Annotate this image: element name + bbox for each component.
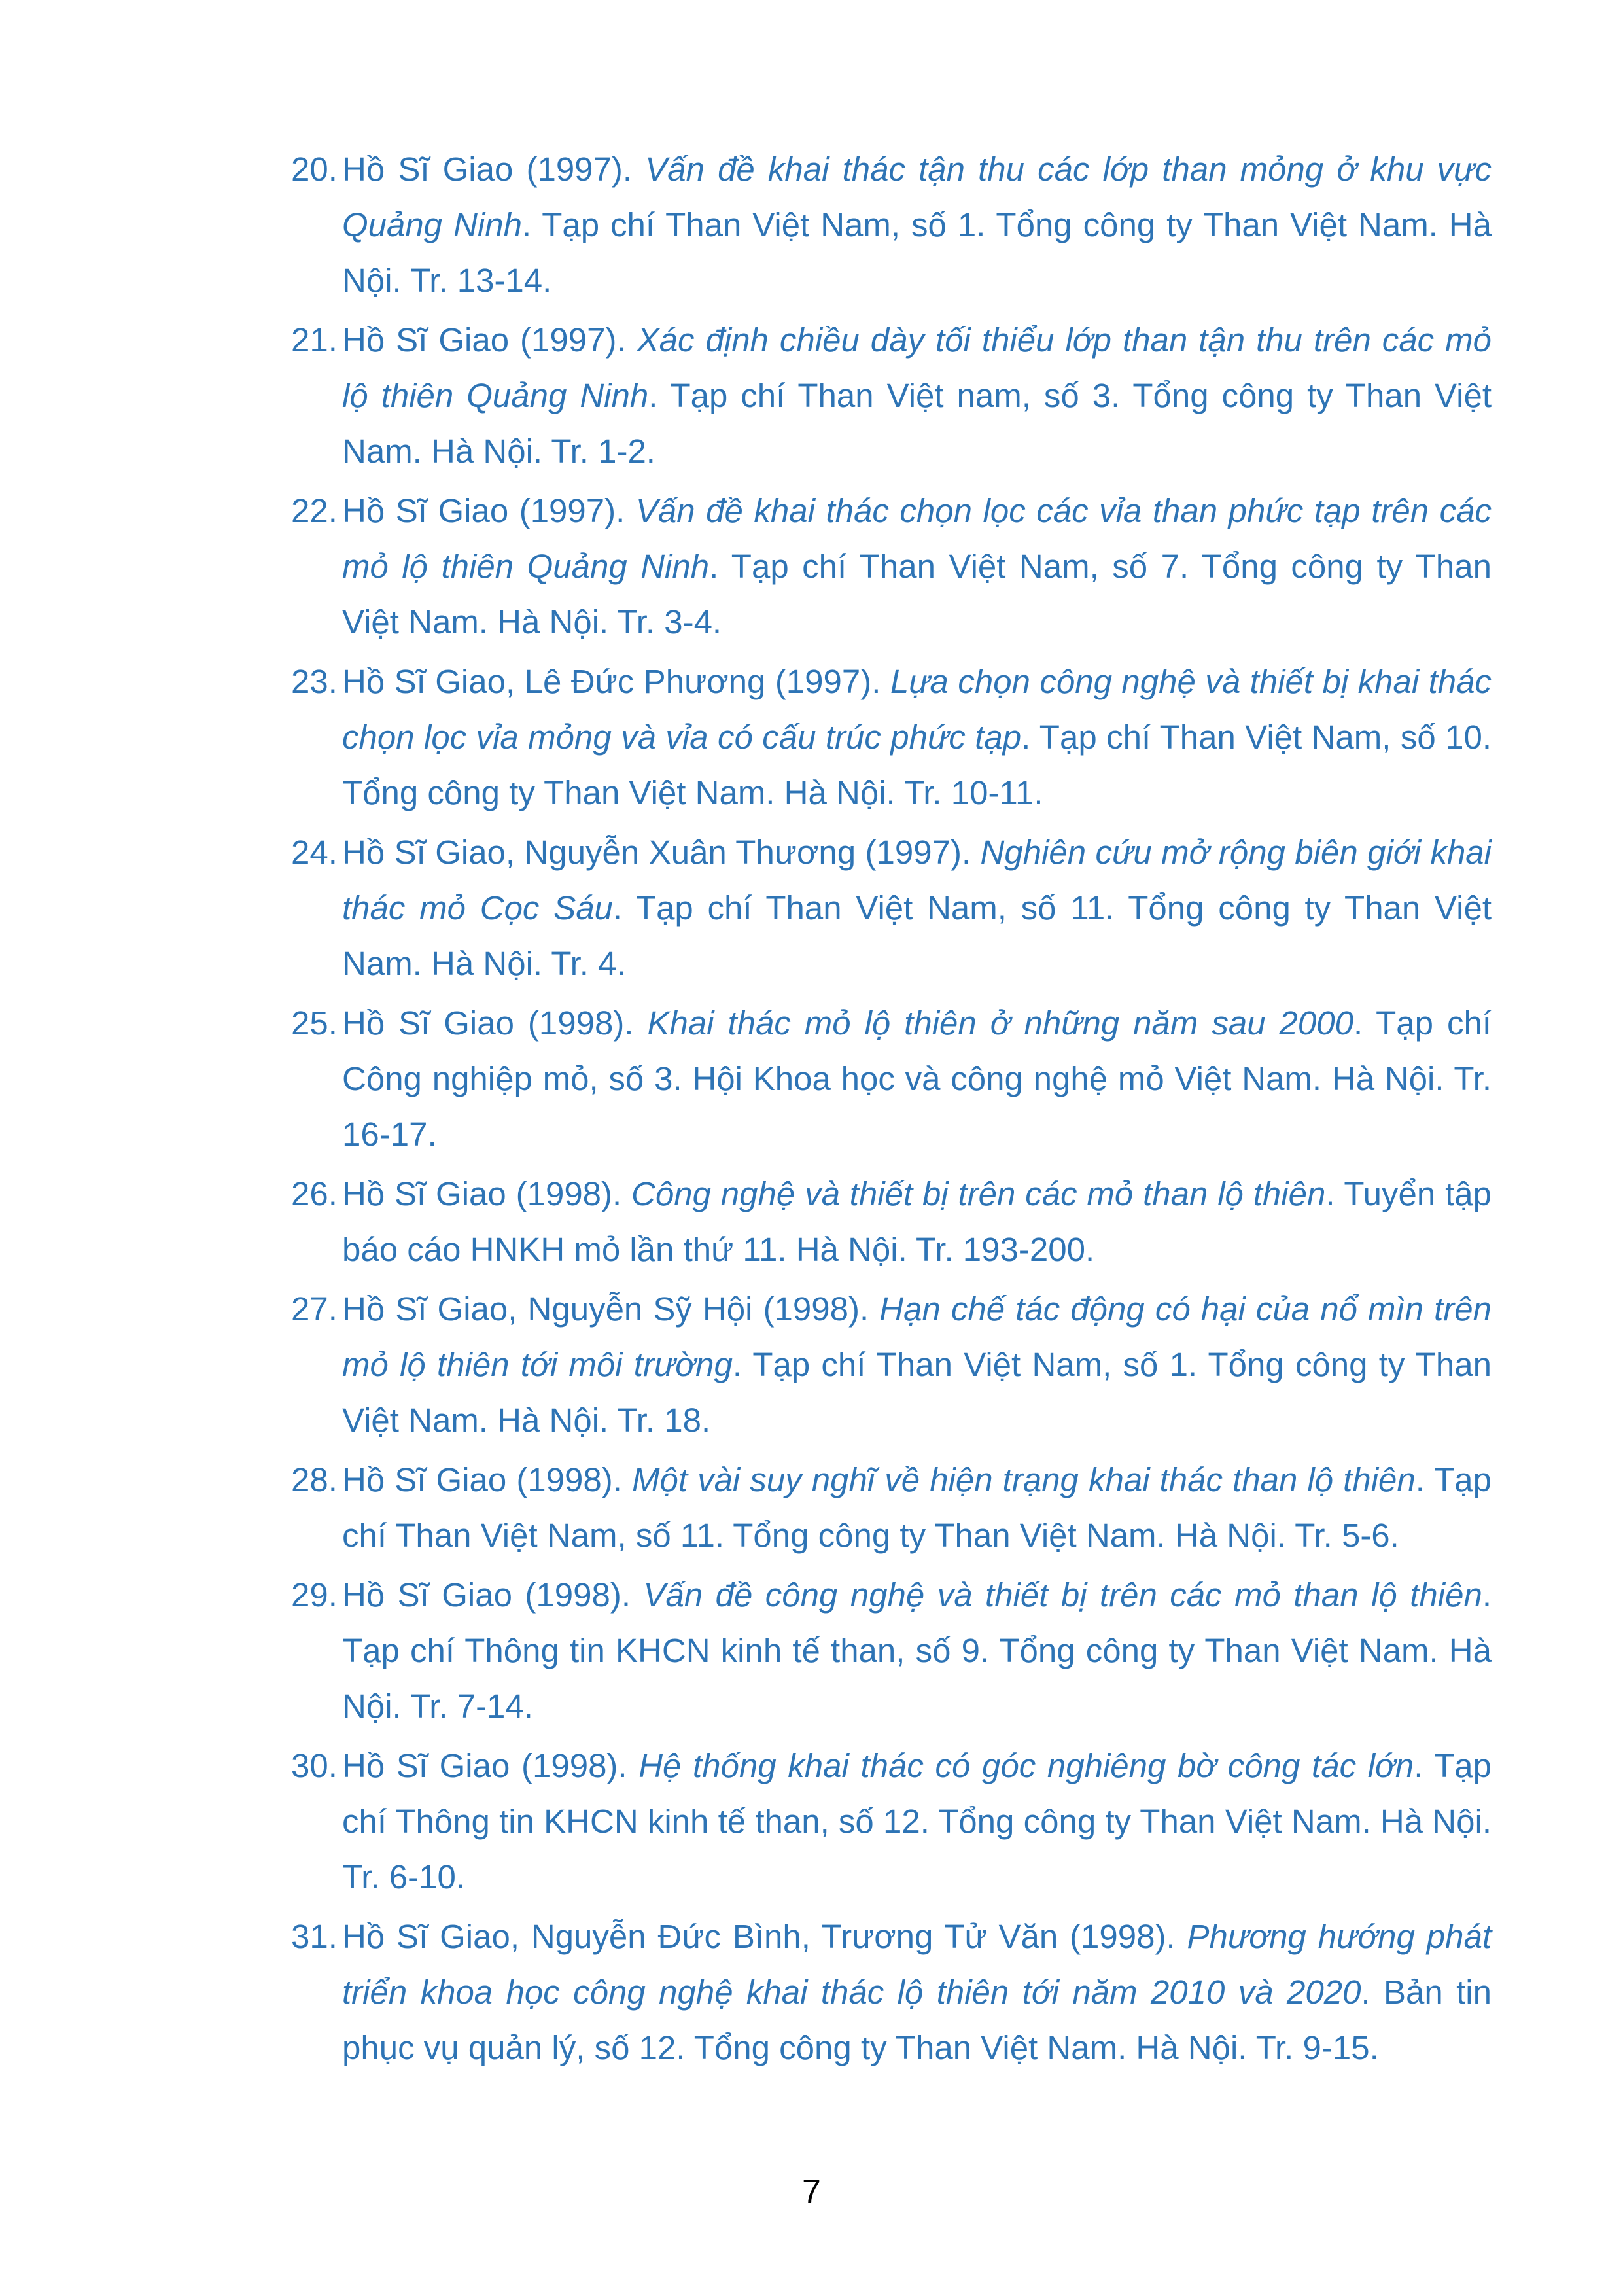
reference-authors-year: Hồ Sĩ Giao, Nguyễn Sỹ Hội (1998). bbox=[342, 1290, 880, 1328]
reference-list bbox=[291, 141, 1492, 2079]
reference-item bbox=[291, 312, 1492, 479]
reference-source: . Tạp chí Than Việt Nam, số 11. Tổng công ty Than Việt Nam. Hà Nội. Tr. 4. bbox=[342, 889, 1492, 982]
reference-authors-year: Hồ Sĩ Giao (1997). bbox=[342, 492, 636, 529]
reference-number: 27. bbox=[291, 1290, 338, 1328]
reference-item bbox=[291, 654, 1492, 821]
reference-title: Phương hướng phát triển khoa học công nghệ khai thác lộ thiên tới năm 2010 và 2020 bbox=[342, 1918, 1492, 2011]
reference-title: Vấn đề công nghệ và thiết bị trên các mỏ than lộ thiên bbox=[643, 1576, 1482, 1614]
reference-source: . Tạp chí Than Việt Nam, số 11. Tổng công ty Than Việt Nam. Hà Nội. Tr. 5-6. bbox=[342, 1461, 1492, 1554]
reference-number: 30. bbox=[291, 1747, 338, 1784]
reference-item bbox=[291, 1281, 1492, 1448]
reference-item bbox=[291, 1567, 1492, 1734]
reference-source: . Tạp chí Công nghiệp mỏ, số 3. Hội Khoa học và công nghệ mỏ Việt Nam. Hà Nội. Tr. 16-17. bbox=[342, 1004, 1492, 1153]
reference-number: 31. bbox=[291, 1918, 338, 1955]
reference-item bbox=[291, 1452, 1492, 1563]
reference-number: 25. bbox=[291, 1004, 338, 1042]
reference-item bbox=[291, 995, 1492, 1162]
reference-source: . Bản tin phục vụ quản lý, số 12. Tổng công ty Than Việt Nam. Hà Nội. Tr. 9-15. bbox=[342, 1973, 1492, 2066]
reference-authors-year: Hồ Sĩ Giao (1998). bbox=[342, 1461, 632, 1498]
reference-title: Hạn chế tác động có hại của nổ mìn trên mỏ lộ thiên tới môi trường bbox=[342, 1290, 1492, 1383]
reference-item bbox=[291, 141, 1492, 308]
page-number: 7 bbox=[802, 2173, 821, 2211]
reference-authors-year: Hồ Sĩ Giao, Nguyễn Đức Bình, Trương Tử Văn (1998). bbox=[342, 1918, 1187, 1955]
reference-title: Xác định chiều dày tối thiểu lớp than tận thu trên các mỏ lộ thiên Quảng Ninh bbox=[342, 321, 1492, 414]
reference-title: Một vài suy nghĩ về hiện trạng khai thác than lộ thiên bbox=[631, 1461, 1416, 1498]
reference-title: Nghiên cứu mở rộng biên giới khai thác mỏ Cọc Sáu bbox=[342, 834, 1492, 927]
reference-authors-year: Hồ Sĩ Giao (1998). bbox=[342, 1576, 644, 1614]
reference-source: . Tạp chí Than Việt Nam, số 1. Tổng công ty Than Việt Nam. Hà Nội. Tr. 13-14. bbox=[342, 206, 1492, 299]
reference-title: Vấn đề khai thác tận thu các lớp than mỏng ở khu vực Quảng Ninh bbox=[342, 150, 1492, 243]
reference-item bbox=[291, 1909, 1492, 2075]
reference-item bbox=[291, 483, 1492, 650]
reference-number: 28. bbox=[291, 1461, 338, 1498]
reference-title: Lựa chọn công nghệ và thiết bị khai thác chọn lọc vỉa mỏng và vỉa có cấu trúc phức tạp bbox=[342, 663, 1492, 756]
reference-number: 24. bbox=[291, 834, 338, 871]
reference-item bbox=[291, 1738, 1492, 1905]
reference-number: 21. bbox=[291, 321, 338, 359]
reference-title: Hệ thống khai thác có góc nghiêng bờ công tác lớn bbox=[638, 1747, 1414, 1784]
reference-source: . Tạp chí Than Việt Nam, số 10. Tổng công ty Than Việt Nam. Hà Nội. Tr. 10-11. bbox=[342, 718, 1492, 811]
reference-authors-year: Hồ Sĩ Giao, Nguyễn Xuân Thương (1997). bbox=[342, 834, 981, 871]
reference-authors-year: Hồ Sĩ Giao, Lê Đức Phương (1997). bbox=[342, 663, 890, 700]
reference-number: 22. bbox=[291, 492, 338, 529]
reference-source: . Tạp chí Than Việt Nam, số 7. Tổng công ty Than Việt Nam. Hà Nội. Tr. 3-4. bbox=[342, 548, 1492, 641]
reference-authors-year: Hồ Sĩ Giao (1997). bbox=[342, 321, 637, 359]
reference-authors-year: Hồ Sĩ Giao (1998). bbox=[342, 1004, 648, 1042]
reference-source: . Tuyển tập báo cáo HNKH mỏ lần thứ 11. Hà Nội. Tr. 193-200. bbox=[342, 1175, 1492, 1268]
reference-number: 26. bbox=[291, 1175, 338, 1212]
reference-source: . Tạp chí Than Việt Nam, số 1. Tổng công ty Than Việt Nam. Hà Nội. Tr. 18. bbox=[342, 1346, 1492, 1439]
reference-title: Công nghệ và thiết bị trên các mỏ than lộ thiên bbox=[631, 1175, 1326, 1212]
reference-authors-year: Hồ Sĩ Giao (1998). bbox=[342, 1175, 632, 1212]
reference-source: . Tạp chí Thông tin KHCN kinh tế than, số 12. Tổng công ty Than Việt Nam. Hà Nội. Tr. 6-10. bbox=[342, 1747, 1492, 1896]
reference-number: 29. bbox=[291, 1576, 338, 1614]
reference-authors-year: Hồ Sĩ Giao (1998). bbox=[342, 1747, 639, 1784]
reference-item bbox=[291, 1166, 1492, 1277]
reference-authors-year: Hồ Sĩ Giao (1997). bbox=[342, 150, 646, 188]
reference-source: . Tạp chí Than Việt nam, số 3. Tổng công ty Than Việt Nam. Hà Nội. Tr. 1-2. bbox=[342, 377, 1492, 470]
reference-title: Vấn đề khai thác chọn lọc các vỉa than phức tạp trên các mỏ lộ thiên Quảng Ninh bbox=[342, 492, 1492, 585]
reference-item bbox=[291, 824, 1492, 991]
reference-number: 23. bbox=[291, 663, 338, 700]
reference-title: Khai thác mỏ lộ thiên ở những năm sau 2000 bbox=[647, 1004, 1353, 1042]
reference-number: 20. bbox=[291, 150, 338, 188]
reference-source: . Tạp chí Thông tin KHCN kinh tế than, số 9. Tổng công ty Than Việt Nam. Hà Nội. Tr. 7-14. bbox=[342, 1576, 1492, 1725]
